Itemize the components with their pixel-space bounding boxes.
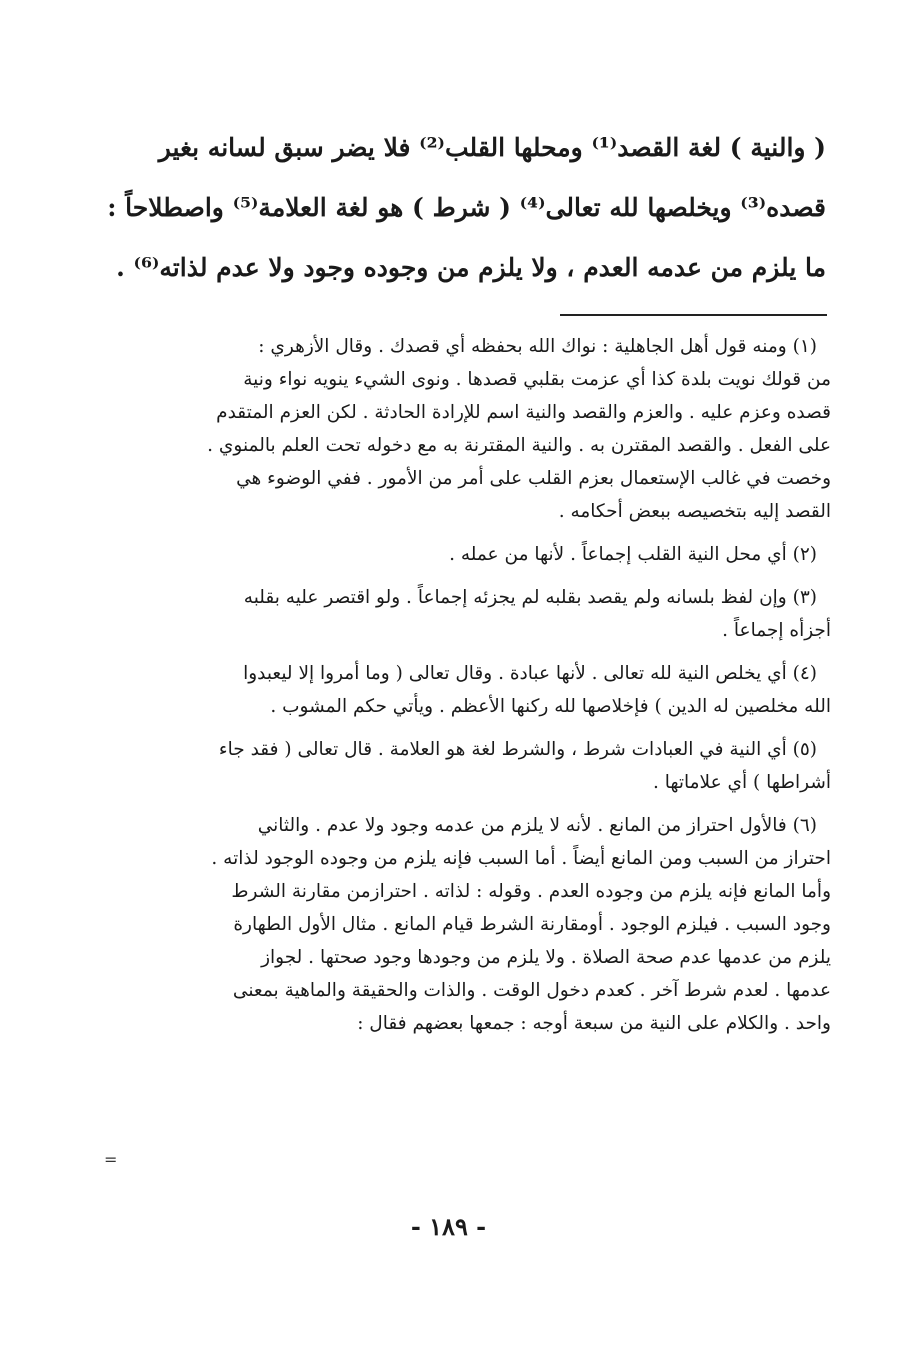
main-text-line: قصده⁽³⁾ ويخلصها لله تعالى⁽⁴⁾ ( شرط ) هو لغة العلامة⁽⁵⁾ واصطلاحاً : — [107, 193, 826, 222]
footnote-line: (٤) أي يخلص النية لله تعالى . لأنها عبادة . وقال تعالى ( وما أمروا إلا ليعبدوا — [243, 663, 817, 684]
footnote-separator-rule — [560, 314, 827, 316]
footnote-3 — [96, 581, 831, 647]
footnotes — [96, 330, 831, 1050]
footnote-line: أجزأه إجماعاً . — [722, 620, 831, 641]
footnote-5 — [96, 733, 831, 799]
footnote-line: (٦) فالأول احتراز من المانع . لأنه لا يلزم من عدمه وجود ولا عدم . والثاني — [257, 815, 817, 836]
footnote-line: من قولك نويت بلدة كذا أي عزمت بقلبي قصدها . ونوى الشيء ينويه نواء ونية — [243, 369, 831, 390]
footnote-line: يلزم من عدمها عدم صحة الصلاة . ولا يلزم من وجودها وجود صحتها . لجواز — [261, 947, 831, 968]
footnote-4 — [96, 657, 831, 723]
footnote-line: (٢) أي محل النية القلب إجماعاً . لأنها من عمله . — [449, 544, 817, 565]
footnote-line: أشراطها ) أي علاماتها . — [652, 772, 831, 793]
footnote-1 — [96, 330, 831, 528]
footnote-line: (١) ومنه قول أهل الجاهلية : نواك الله بحفظه أي قصدك . وقال الأزهري : — [258, 336, 817, 357]
continuation-mark: = — [104, 1150, 118, 1169]
footnote-6 — [96, 809, 831, 1040]
footnote-line: احتراز من السبب ومن المانع أيضاً . أما السبب فإنه يلزم من وجوده الوجود لذاته . — [211, 848, 831, 869]
main-text-line: ( والنية ) لغة القصد⁽¹⁾ ومحلها القلب⁽²⁾ فلا يضر سبق لسانه بغير — [158, 133, 826, 162]
footnote-line: واحد . والكلام على النية من سبعة أوجه : جمعها بعضهم فقال : — [357, 1013, 831, 1034]
footnote-line: (٣) وإن لفظ بلسانه ولم يقصد بقلبه لم يجزئه إجماعاً . ولو اقتصر عليه بقلبه — [243, 587, 817, 608]
footnote-2 — [96, 538, 831, 571]
footnote-line: القصد إليه بتخصيصه ببعض أحكامه . — [558, 501, 831, 522]
footnote-line: قصده وعزم عليه . والعزم والقصد والنية اسم للإرادة الحادثة . لكن العزم المتقدم — [216, 402, 831, 423]
footnote-line: وخصت في غالب الإستعمال بعزم القلب على أمر من الأمور . ففي الوضوء هي — [236, 468, 831, 489]
footnote-line: وأما المانع فإنه يلزم من وجوده العدم . وقوله : لذاته . احترازمن مقارنة الشرط — [231, 881, 831, 902]
footnote-line: الله مخلصين له الدين ) فإخلاصها لله ركنها الأعظم . ويأتي حكم المشوب . — [270, 696, 831, 717]
footnote-line: على الفعل . والقصد المقترن به . والنية المقترنة به مع دخوله تحت العلم بالمنوي . — [207, 435, 831, 456]
footnote-line: عدمها . لعدم شرط آخر . كعدم دخول الوقت . والذات والحقيقة والماهية بمعنى — [232, 980, 831, 1001]
main-text — [96, 118, 826, 298]
main-text-line: ما يلزم من عدمه العدم ، ولا يلزم من وجوده وجود ولا عدم لذاته⁽⁶⁾ . — [116, 253, 826, 282]
page-number: - ١٨٩ - — [410, 1212, 487, 1241]
footnote-line: (٥) أي النية في العبادات شرط ، والشرط لغة هو العلامة . قال تعالى ( فقد جاء — [218, 739, 817, 760]
footnote-line: وجود السبب . فيلزم الوجود . أومقارنة الشرط قيام المانع . مثال الأول الطهارة — [233, 914, 831, 935]
